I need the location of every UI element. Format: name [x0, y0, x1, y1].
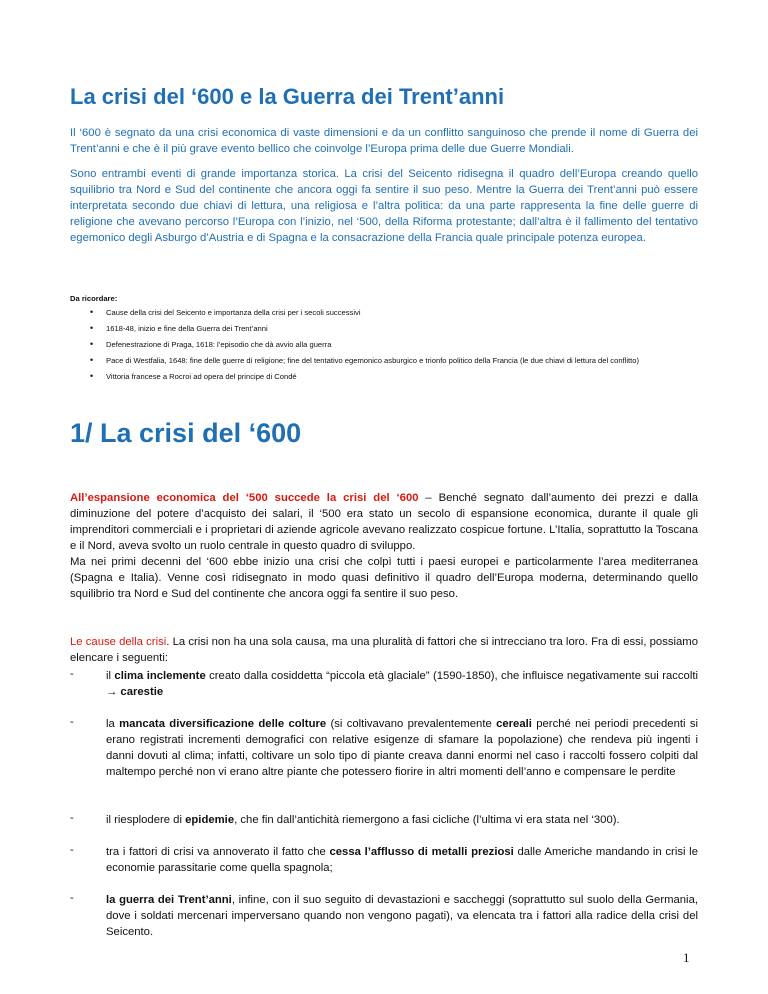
section-paragraph-3 — [70, 634, 698, 666]
cause-text: il riesplodere di — [106, 814, 186, 826]
cause-text: perché nei periodi precedenti si erano registrati incrementi demografici con relative esigenze di sfamare la popolazione) che rendeva più ingenti i danni dovuti al clima; infatti, coltivare un solo tipo di piante creava danni enormi nel caso i raccolti fossero colpiti dal maltempo perché non vi erano altre piante che potessero fiorire in altri momenti dell’anno e compensare le perdite — [106, 718, 699, 778]
remember-item: • Cause della crisi del Seicento e importanza della crisi per i secoli successivi — [106, 307, 698, 318]
dash-marker: - — [70, 892, 74, 904]
cause-item — [70, 668, 698, 700]
intro-paragraph-1: Il ‘600 è segnato da una crisi economica di vaste dimensioni e da un conflitto sanguinoso che prende il nome di Guerra dei Trent’anni e che è il più grave evento bellico che coinvolge l’Europa prima delle due Guerre Mondiali. — [70, 127, 698, 155]
cause-text: (si coltivavano prevalentemente — [326, 718, 497, 730]
dash-marker: - — [70, 716, 74, 728]
remember-list — [70, 307, 698, 382]
paragraph-lead: All’espansione economica del ‘500 succede la crisi del ‘600 — [70, 492, 419, 504]
remember-item: • 1618-48, inizio e fine della Guerra dei Trent’anni — [106, 323, 698, 334]
arrow-right-icon: → — [106, 686, 118, 698]
cause-keyword: epidemie — [185, 814, 235, 826]
section-paragraph-1 — [70, 490, 698, 554]
cause-item — [70, 892, 698, 940]
section-heading: 1/ La crisi del ‘600 — [70, 418, 302, 448]
remember-item: • Pace di Westfalia, 1648: fine delle guerre di religione; fine del tentativo egemonico asburgico e trionfo politico della Francia (le due chiavi di lettura del conflitto) — [106, 355, 698, 366]
dash-marker: - — [70, 812, 74, 824]
cause-keyword: mancata diversificazione delle colture — [119, 718, 327, 730]
remember-item: • Defenestrazione di Praga, 1618: l’episodio che dà avvio alla guerra — [106, 339, 698, 350]
cause-item — [70, 716, 698, 780]
cause-item — [70, 812, 698, 828]
paragraph-text: . La crisi non ha una sola causa, ma una pluralità di fattori che si intrecciano tra loro. Fra di essi, possiamo elencare i seguenti: — [70, 636, 699, 664]
cause-text: dalle Americhe mandando in crisi le economie parassitarie come quella spagnola; — [106, 846, 698, 874]
cause-item — [70, 844, 698, 876]
cause-text: la — [106, 718, 120, 730]
intro-paragraph-2: Sono entrambi eventi di grande importanza storica. La crisi del Seicento ridisegna il quadro dell’Europa creando quello squilibrio tra Nord e Sud del continente che ancora oggi fa sentire il suo peso. Mentre la Guerra dei Trent’anni può essere interpretata secondo due chiavi di lettura, una religiosa e l’altra politica: da una parte rappresenta la fine delle guerre di religione che avevano percorso l’Europa con l’inizio, nel ‘500, della Riforma protestante; dall’altra è il fallimento del tentativo egemonico degli Asburgo d’Austria e di Spagna e la consacrazione della Francia quale principale potenza europea. — [70, 168, 698, 244]
remember-item: • Vittoria francese a Rocroi ad opera del principe di Condé — [106, 371, 698, 382]
cause-text: , infine, con il suo seguito di devastazioni e saccheggi (soprattutto sul suolo della Germania, dove i soldati mercenari imperversano quando non vengono pagati), va elencata tra i fattori alla radice della crisi del Seicento. — [106, 894, 698, 938]
dash-marker: - — [70, 844, 74, 856]
cause-keyword: cereali — [496, 718, 532, 730]
document-page — [70, 0, 698, 994]
cause-keyword: carestie — [117, 686, 164, 698]
cause-keyword: cessa l’afflusso di metalli preziosi — [329, 846, 514, 858]
cause-text: tra i fattori di crisi va annoverato il fatto che — [106, 846, 330, 858]
cause-text: , che fin dall’antichità riemergono a fasi cicliche (l’ultima vi era stata nel ‘300). — [234, 814, 620, 826]
cause-keyword: clima inclemente — [114, 670, 206, 682]
paragraph-text: – Benché segnato dall’aumento dei prezzi e dalla diminuzione del potere d’acquisto dei salari, il ‘500 era stato un secolo di espansione economica, durante il quale gli imprenditori commerciali e i proprietari di aziende agricole avevano realizzato cospicue fortune. L’Italia, soprattutto la Toscana e il Nord, aveva svolto un ruolo centrale in questo quadro di sviluppo. — [70, 492, 698, 552]
cause-text: creato dalla cosiddetta “piccola età glaciale” (1590-1850), che influisce negativamente sui raccolti — [205, 670, 698, 682]
section-paragraph-2: Ma nei primi decenni del ‘600 ebbe inizio una crisi che colpì tutti i paesi europei e particolarmente l’area mediterranea (Spagna e Italia). Venne così ridisegnato in modo quasi definitivo il quadro dell’Europa moderna, determinando quello squilibrio tra Nord e Sud del continente che ancora oggi fa sentire il suo peso. — [70, 556, 698, 600]
cause-keyword: la guerra dei Trent’anni — [106, 894, 232, 906]
remember-box — [70, 293, 698, 387]
remember-title: Da ricordare: — [70, 294, 118, 303]
paragraph-lead: Le cause della crisi — [70, 636, 167, 648]
document-title: La crisi del ‘600 e la Guerra dei Trent’anni — [70, 84, 505, 109]
page-number: 1 — [683, 950, 690, 965]
cause-text: il — [106, 670, 115, 682]
dash-marker: - — [70, 668, 74, 680]
